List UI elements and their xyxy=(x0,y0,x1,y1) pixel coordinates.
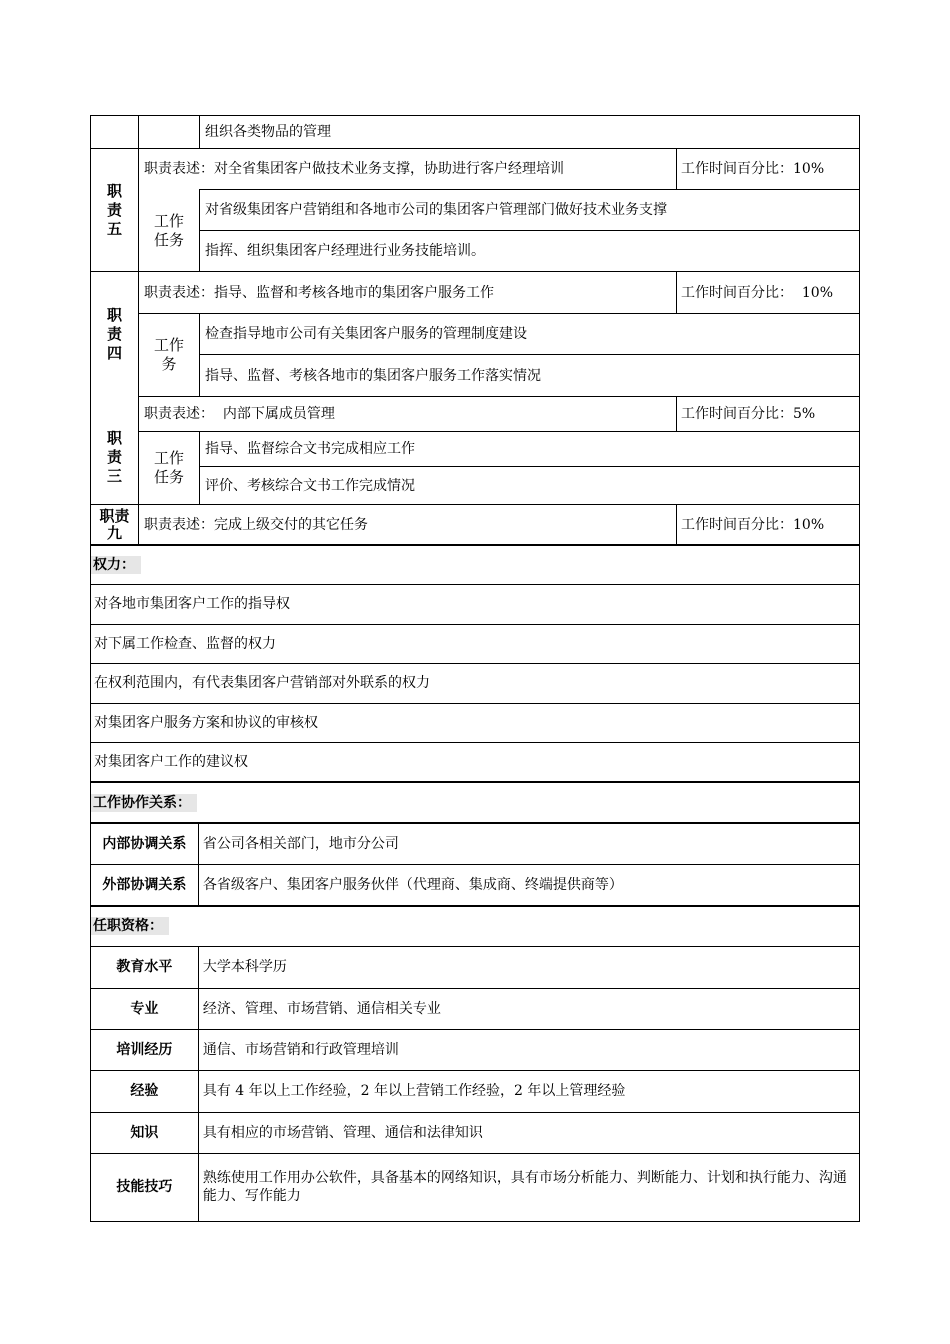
duty3-label: 职 责 三 xyxy=(106,429,122,485)
duty5-task-1: 对省级集团客户营销组和各地市公司的集团客户管理部门做好技术业务支撑 xyxy=(205,202,667,218)
skills-value: 熟练使用工作用办公软件，具备基本的网络知识，具有市场分析能力、判断能力、计划和执行能力、沟通能力、写作能力 xyxy=(198,1153,859,1221)
skills-label: 技能技巧 xyxy=(91,1153,199,1221)
duty5-description: 职责表述：对全省集团客户做技术业务支撑，协助进行客户经理培训 xyxy=(144,161,564,177)
knowledge-label: 知识 xyxy=(91,1112,199,1153)
duty3-description: 职责表述： 内部下属成员管理 xyxy=(144,406,335,422)
internal-coordination-value: 省公司各相关部门，地市分公司 xyxy=(198,823,859,864)
education-label: 教育水平 xyxy=(91,946,199,988)
job-description-sheet xyxy=(90,115,860,1222)
duty3-time-percent: 工作时间百分比：5% xyxy=(681,406,816,422)
duties-table xyxy=(90,115,860,546)
authority-item: 对下属工作检查、监督的权力 xyxy=(91,624,860,663)
duty9-time-percent: 工作时间百分比：10% xyxy=(681,516,825,533)
education-value: 大学本科学历 xyxy=(198,946,859,988)
external-coordination-value: 各省级客户、集团客户服务伙伴（代理商、集成商、终端提供商等） xyxy=(198,864,859,906)
external-coordination-label: 外部协调关系 xyxy=(91,864,199,906)
internal-coordination-label: 内部协调关系 xyxy=(91,823,199,864)
duty4-task-2: 指导、监督、考核各地市的集团客户服务工作落实情况 xyxy=(205,367,541,384)
duty9-label: 职责 九 xyxy=(99,506,130,542)
authority-item: 对集团客户工作的建议权 xyxy=(91,742,860,782)
experience-label: 经验 xyxy=(91,1070,199,1112)
authority-item: 对集团客户服务方案和协议的审核权 xyxy=(91,703,860,742)
authority-item: 对各地市集团客户工作的指导权 xyxy=(91,584,860,624)
duty3-task-1: 指导、监督综合文书完成相应工作 xyxy=(205,441,415,457)
duty4-label: 职 责 四 xyxy=(106,305,122,362)
duty4-task-label: 工作 务 xyxy=(153,336,184,373)
authority-header: 权力： xyxy=(91,546,860,584)
task-item: 组织各类物品的管理 xyxy=(205,124,331,140)
major-value: 经济、管理、市场营销、通信相关专业 xyxy=(198,988,859,1029)
duty9-description: 职责表述：完成上级交付的其它任务 xyxy=(144,516,368,533)
qualification-header: 任职资格： xyxy=(91,906,860,946)
duty3-task-2: 评价、考核综合文书工作完成情况 xyxy=(205,477,415,494)
knowledge-value: 具有相应的市场营销、管理、通信和法律知识 xyxy=(198,1112,859,1153)
duty5-task-label: 工作 任务 xyxy=(153,211,184,249)
duty3-task-label: 工作 任务 xyxy=(153,449,184,486)
duty4-task-1: 检查指导地市公司有关集团客户服务的管理制度建设 xyxy=(205,326,527,342)
duty5-time-percent: 工作时间百分比：10% xyxy=(681,161,825,177)
cooperation-header: 工作协作关系： xyxy=(91,782,860,823)
duty5-task-2: 指挥、组织集团客户经理进行业务技能培训。 xyxy=(205,243,485,259)
training-label: 培训经历 xyxy=(91,1029,199,1070)
duty4-description: 职责表述：指导、监督和考核各地市的集团客户服务工作 xyxy=(144,284,494,301)
experience-value: 具有 4 年以上工作经验，2 年以上营销工作经验，2 年以上管理经验 xyxy=(198,1070,859,1112)
training-value: 通信、市场营销和行政管理培训 xyxy=(198,1029,859,1070)
authority-item: 在权利范围内，有代表集团客户营销部对外联系的权力 xyxy=(91,663,860,703)
duty5-label: 职 责 五 xyxy=(106,181,122,238)
major-label: 专业 xyxy=(91,988,199,1029)
duty4-time-percent: 工作时间百分比： 10% xyxy=(681,284,834,301)
info-table xyxy=(90,546,860,1222)
